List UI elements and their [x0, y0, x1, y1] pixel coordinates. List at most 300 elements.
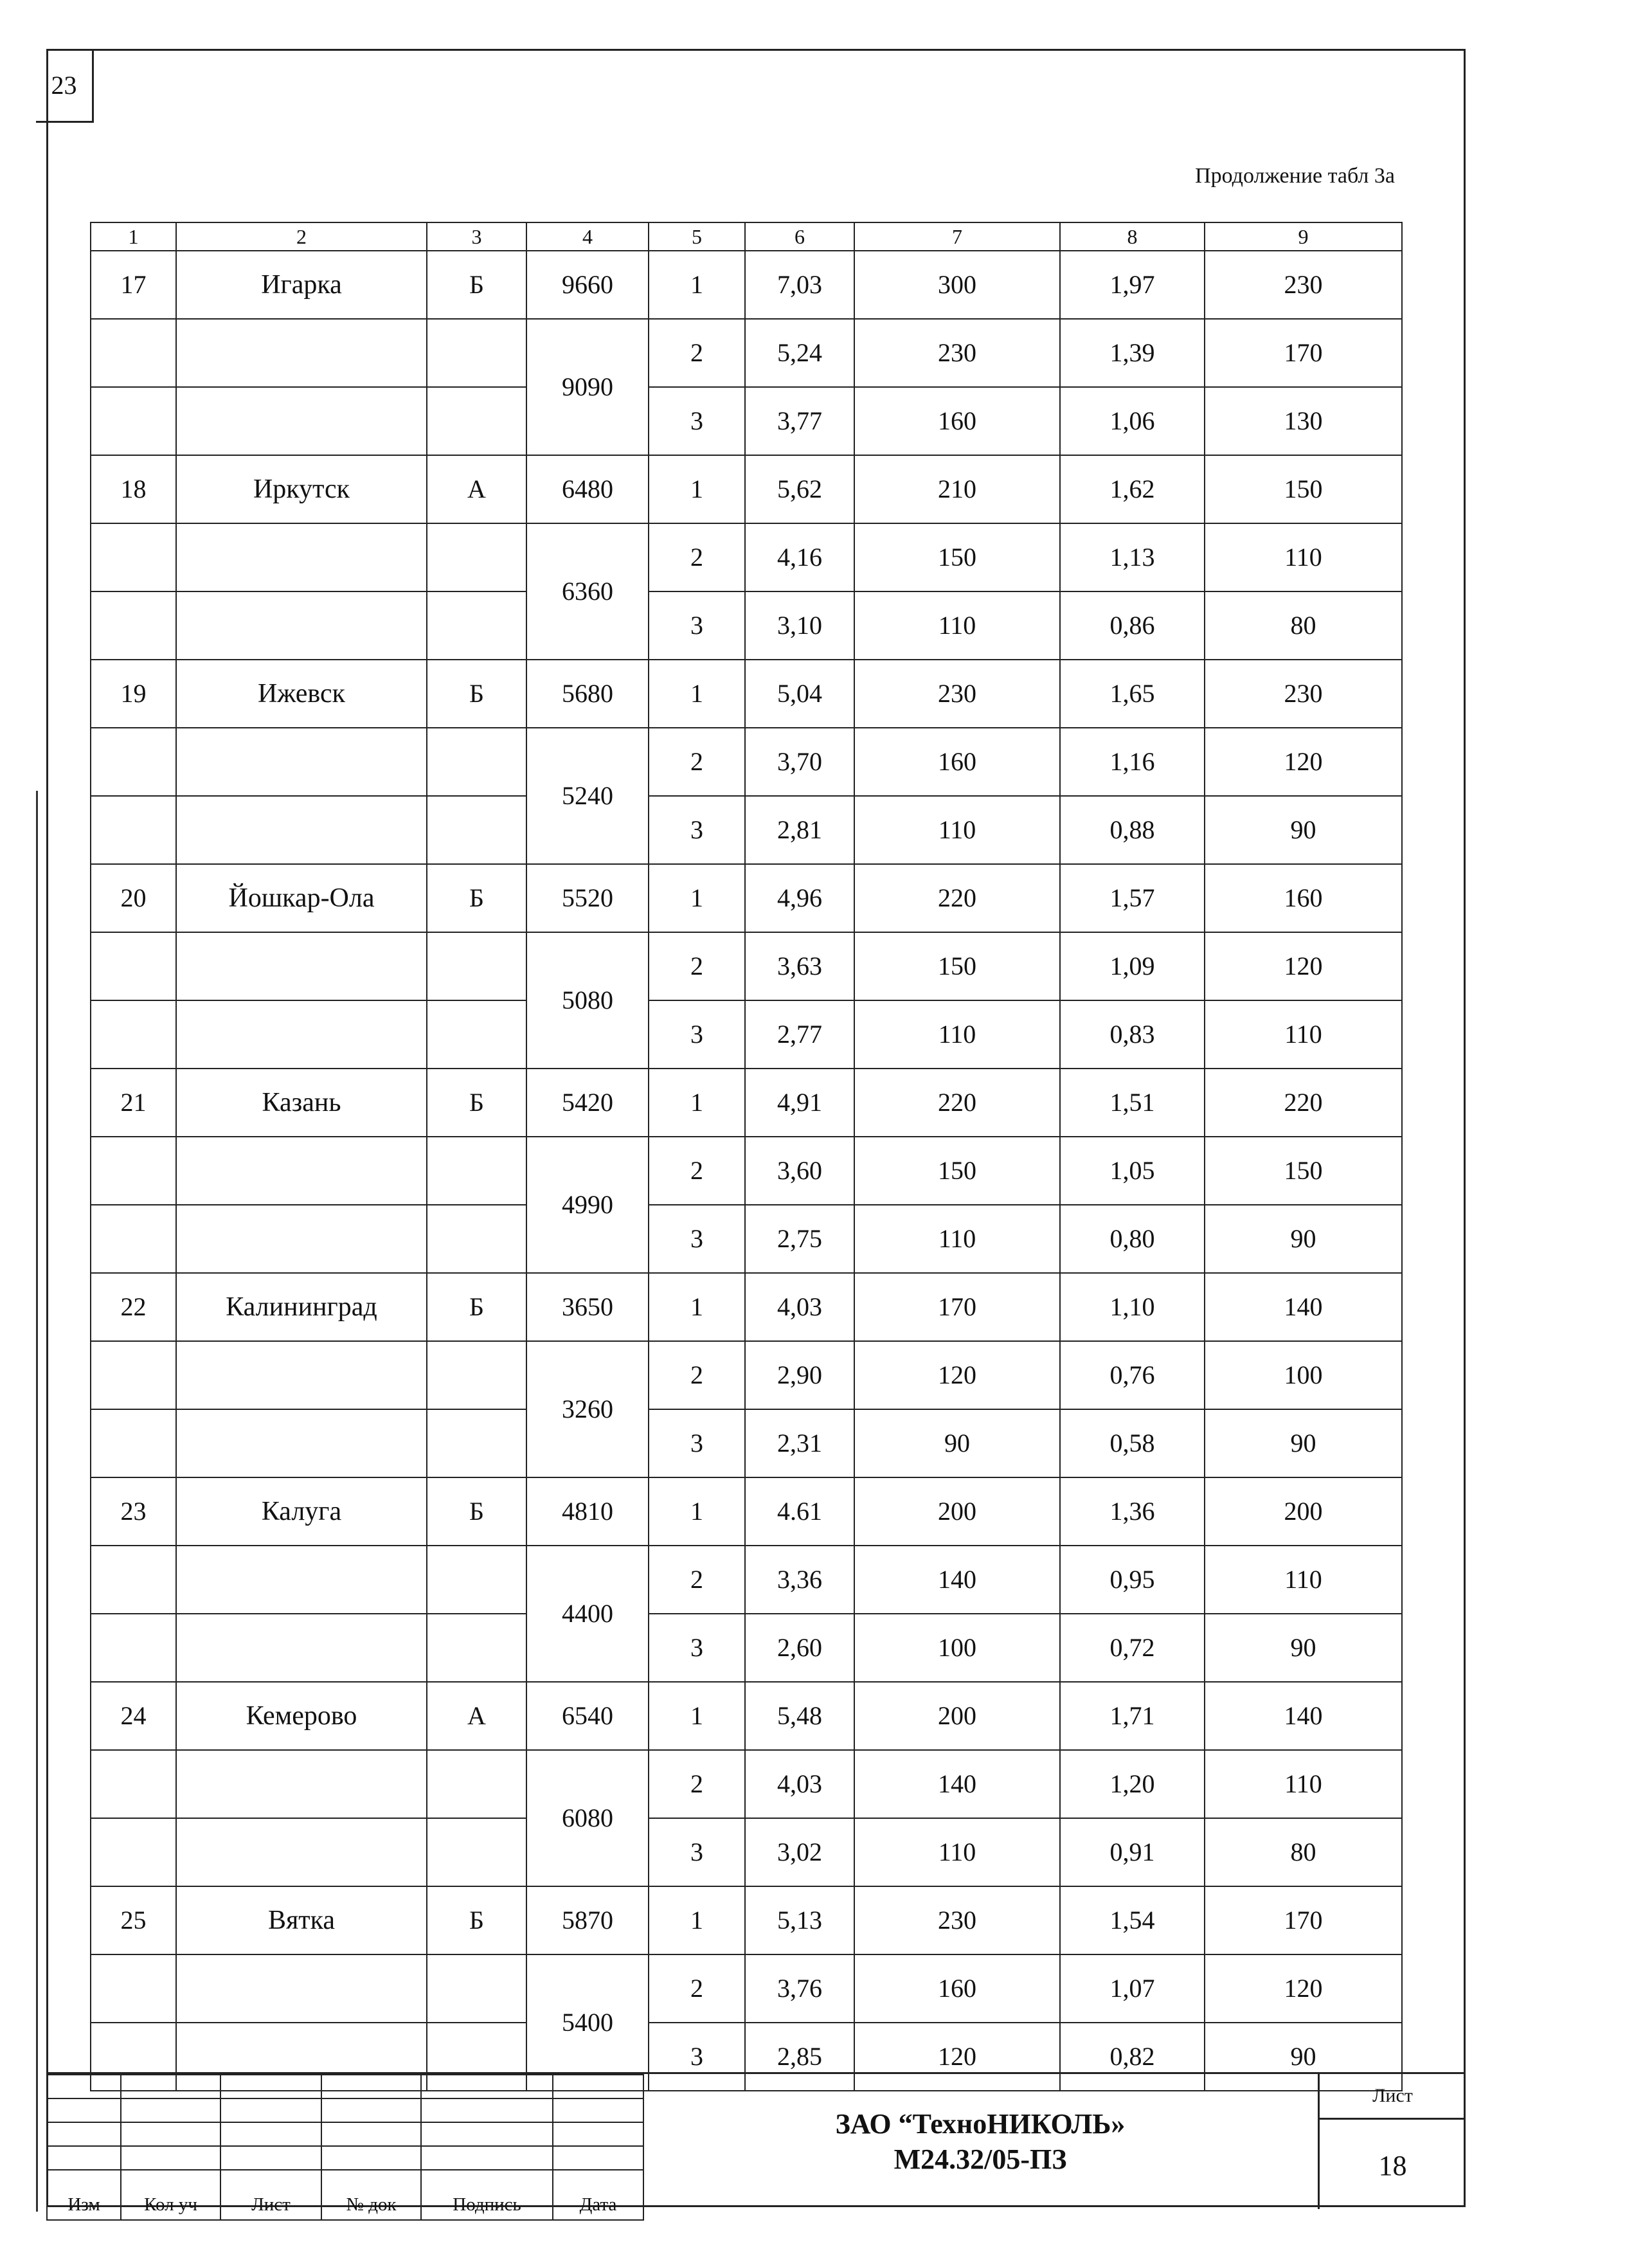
revision-cell: [553, 2146, 643, 2170]
value-cell: 150: [854, 932, 1060, 1000]
value-cell: 1: [649, 1886, 745, 1954]
value-cell: 1,20: [1060, 1750, 1205, 1818]
value-cell: 3,70: [745, 728, 854, 796]
value-cell: 2,60: [745, 1614, 854, 1682]
city-name: Вятка: [176, 1886, 427, 1954]
value-cell: 3: [649, 1205, 745, 1273]
value-col4: 6360: [526, 523, 649, 660]
revision-cell: [421, 2075, 553, 2098]
value-cell: 120: [854, 1341, 1060, 1409]
empty-cell: [176, 591, 427, 660]
value-cell: 1,51: [1060, 1069, 1205, 1137]
value-cell: 3,02: [745, 1818, 854, 1886]
value-col4: 3650: [526, 1273, 649, 1341]
value-cell: 5,24: [745, 319, 854, 387]
city-name: Кемерово: [176, 1682, 427, 1750]
column-header: 6: [745, 222, 854, 251]
value-cell: 2: [649, 1137, 745, 1205]
empty-cell: [176, 1341, 427, 1409]
value-col4: 6480: [526, 455, 649, 523]
empty-cell: [91, 1000, 176, 1069]
value-cell: 2: [649, 728, 745, 796]
row-number: 23: [91, 1477, 176, 1546]
value-cell: 230: [1205, 660, 1402, 728]
value-cell: 1,09: [1060, 932, 1205, 1000]
value-cell: 170: [1205, 1886, 1402, 1954]
value-cell: 3: [649, 387, 745, 455]
empty-cell: [176, 1954, 427, 2023]
header-row: [91, 222, 1402, 251]
value-cell: 0,80: [1060, 1205, 1205, 1273]
value-col4: 5680: [526, 660, 649, 728]
value-cell: 140: [1205, 1682, 1402, 1750]
value-col4: 4400: [526, 1546, 649, 1682]
value-cell: 1: [649, 864, 745, 932]
value-col4: 5420: [526, 1069, 649, 1137]
zone-cell: А: [427, 455, 526, 523]
value-cell: 1,05: [1060, 1137, 1205, 1205]
empty-cell: [176, 1000, 427, 1069]
document-code: М24.32/05-ПЗ: [893, 2143, 1067, 2175]
empty-cell: [427, 591, 526, 660]
value-cell: 2,85: [745, 2023, 854, 2091]
value-cell: 2: [649, 1341, 745, 1409]
revision-cell: [121, 2122, 220, 2146]
row-number: 22: [91, 1273, 176, 1341]
value-cell: 0,86: [1060, 591, 1205, 660]
revision-cell: [553, 2122, 643, 2146]
table-row: [91, 1069, 1402, 1137]
table-row: [91, 1205, 1402, 1273]
value-cell: 2,31: [745, 1409, 854, 1477]
empty-cell: [91, 1341, 176, 1409]
value-col4: 4990: [526, 1137, 649, 1273]
value-cell: 160: [854, 387, 1060, 455]
row-number: 20: [91, 864, 176, 932]
row-number: 25: [91, 1886, 176, 1954]
value-cell: 1,71: [1060, 1682, 1205, 1750]
value-cell: 4.61: [745, 1477, 854, 1546]
value-cell: 1,97: [1060, 251, 1205, 319]
table-row: [91, 387, 1402, 455]
empty-cell: [91, 1205, 176, 1273]
value-col4: 6080: [526, 1750, 649, 1886]
column-header: 2: [176, 222, 427, 251]
sheet-number: 18: [1378, 2149, 1407, 2181]
value-cell: 1,36: [1060, 1477, 1205, 1546]
value-col4: 5240: [526, 728, 649, 864]
empty-cell: [176, 728, 427, 796]
value-cell: 200: [1205, 1477, 1402, 1546]
value-cell: 3: [649, 1000, 745, 1069]
value-cell: 100: [854, 1614, 1060, 1682]
revision-cell: [553, 2075, 643, 2098]
revision-cell: [47, 2075, 121, 2098]
table-row: [91, 728, 1402, 796]
column-header: 3: [427, 222, 526, 251]
value-cell: 120: [1205, 1954, 1402, 2023]
document-title: [643, 2074, 1318, 2209]
value-cell: 1,16: [1060, 728, 1205, 796]
value-cell: 4,03: [745, 1750, 854, 1818]
empty-cell: [427, 319, 526, 387]
table-row: [91, 660, 1402, 728]
table-row: [91, 1682, 1402, 1750]
value-cell: 120: [1205, 932, 1402, 1000]
empty-cell: [427, 728, 526, 796]
value-cell: 2: [649, 1546, 745, 1614]
value-cell: 3: [649, 1614, 745, 1682]
value-cell: 210: [854, 455, 1060, 523]
table-row: [91, 932, 1402, 1000]
value-cell: 4,16: [745, 523, 854, 591]
value-col4: 5400: [526, 1954, 649, 2091]
value-cell: 0,95: [1060, 1546, 1205, 1614]
column-header: 4: [526, 222, 649, 251]
empty-cell: [176, 523, 427, 591]
value-cell: 90: [854, 1409, 1060, 1477]
empty-cell: [91, 591, 176, 660]
empty-cell: [176, 1546, 427, 1614]
value-cell: 140: [854, 1546, 1060, 1614]
value-cell: 2,90: [745, 1341, 854, 1409]
value-col4: 4810: [526, 1477, 649, 1546]
zone-cell: Б: [427, 1477, 526, 1546]
value-cell: 3,60: [745, 1137, 854, 1205]
value-cell: 110: [854, 1000, 1060, 1069]
value-cell: 3,76: [745, 1954, 854, 2023]
value-cell: 80: [1205, 591, 1402, 660]
value-cell: 200: [854, 1477, 1060, 1546]
city-name: Иркутск: [176, 455, 427, 523]
value-cell: 230: [854, 660, 1060, 728]
empty-cell: [427, 1205, 526, 1273]
empty-cell: [427, 1954, 526, 2023]
row-number: 24: [91, 1682, 176, 1750]
value-cell: 160: [854, 728, 1060, 796]
value-cell: 1,13: [1060, 523, 1205, 591]
empty-cell: [176, 1614, 427, 1682]
value-cell: 1: [649, 1682, 745, 1750]
revision-cell: [321, 2122, 421, 2146]
value-cell: 200: [854, 1682, 1060, 1750]
value-cell: 1,07: [1060, 1954, 1205, 2023]
empty-cell: [91, 1546, 176, 1614]
zone-cell: А: [427, 1682, 526, 1750]
revision-cell: [220, 2075, 321, 2098]
value-cell: 3,36: [745, 1546, 854, 1614]
value-cell: 1: [649, 455, 745, 523]
value-col4: 5080: [526, 932, 649, 1069]
revision-row: [47, 2146, 643, 2170]
value-cell: 300: [854, 251, 1060, 319]
empty-cell: [91, 728, 176, 796]
value-cell: 90: [1205, 796, 1402, 864]
row-number: 17: [91, 251, 176, 319]
revision-cell: [47, 2098, 121, 2122]
revision-cell: [321, 2146, 421, 2170]
empty-cell: [427, 1818, 526, 1886]
table-row: [91, 1273, 1402, 1341]
revision-cell: [321, 2075, 421, 2098]
table-row: [91, 1546, 1402, 1614]
city-name: Игарка: [176, 251, 427, 319]
value-col4: 9090: [526, 319, 649, 455]
value-cell: 90: [1205, 1205, 1402, 1273]
table-row: [91, 1614, 1402, 1682]
value-cell: 1: [649, 660, 745, 728]
value-cell: 230: [854, 319, 1060, 387]
row-number: 18: [91, 455, 176, 523]
empty-cell: [427, 932, 526, 1000]
empty-cell: [427, 1341, 526, 1409]
revision-label: Изм: [47, 2170, 121, 2220]
city-name: Казань: [176, 1069, 427, 1137]
revision-grid: [46, 2074, 644, 2221]
empty-cell: [427, 1750, 526, 1818]
column-header: 1: [91, 222, 176, 251]
table-row: [91, 251, 1402, 319]
value-cell: 3: [649, 796, 745, 864]
value-cell: 1,10: [1060, 1273, 1205, 1341]
value-cell: 1,06: [1060, 387, 1205, 455]
revision-row: [47, 2122, 643, 2146]
value-cell: 7,03: [745, 251, 854, 319]
value-cell: 110: [854, 591, 1060, 660]
value-cell: 110: [1205, 523, 1402, 591]
empty-cell: [91, 1137, 176, 1205]
table-row: [91, 796, 1402, 864]
value-cell: 3,10: [745, 591, 854, 660]
row-number: 21: [91, 1069, 176, 1137]
value-cell: 0,83: [1060, 1000, 1205, 1069]
value-cell: 120: [854, 2023, 1060, 2091]
value-cell: 2,81: [745, 796, 854, 864]
value-cell: 110: [1205, 1000, 1402, 1069]
value-cell: 150: [854, 1137, 1060, 1205]
value-cell: 0,72: [1060, 1614, 1205, 1682]
value-cell: 4,91: [745, 1069, 854, 1137]
value-cell: 3,63: [745, 932, 854, 1000]
value-cell: 0,76: [1060, 1341, 1205, 1409]
empty-cell: [176, 1205, 427, 1273]
row-number: 19: [91, 660, 176, 728]
value-cell: 170: [854, 1273, 1060, 1341]
table-row: [91, 1137, 1402, 1205]
table-row: [91, 864, 1402, 932]
table-row: [91, 1886, 1402, 1954]
revision-cell: [121, 2075, 220, 2098]
value-cell: 80: [1205, 1818, 1402, 1886]
value-cell: 2: [649, 1750, 745, 1818]
value-cell: 5,62: [745, 455, 854, 523]
revision-cell: [220, 2146, 321, 2170]
value-cell: 160: [1205, 864, 1402, 932]
value-cell: 2,77: [745, 1000, 854, 1069]
table-continuation-caption: Продолжение табл 3а: [1195, 164, 1395, 188]
revision-cell: [121, 2098, 220, 2122]
value-cell: 2: [649, 932, 745, 1000]
zone-cell: Б: [427, 251, 526, 319]
value-cell: 120: [1205, 728, 1402, 796]
empty-cell: [176, 796, 427, 864]
revision-label: Кол уч: [121, 2170, 220, 2220]
table-row: [91, 455, 1402, 523]
empty-cell: [427, 1614, 526, 1682]
value-col4: 6540: [526, 1682, 649, 1750]
zone-cell: Б: [427, 660, 526, 728]
revision-cell: [220, 2098, 321, 2122]
value-cell: 0,88: [1060, 796, 1205, 864]
city-name: Ижевск: [176, 660, 427, 728]
column-header: 9: [1205, 222, 1402, 251]
empty-cell: [91, 1954, 176, 2023]
value-cell: 2: [649, 1954, 745, 2023]
value-cell: 4,96: [745, 864, 854, 932]
value-cell: 160: [854, 1954, 1060, 2023]
value-col4: 5520: [526, 864, 649, 932]
revision-cell: [421, 2146, 553, 2170]
empty-cell: [427, 796, 526, 864]
title-block: [46, 2072, 1466, 2215]
value-col4: 9660: [526, 251, 649, 319]
empty-cell: [91, 1750, 176, 1818]
column-header: 5: [649, 222, 745, 251]
value-cell: 90: [1205, 1409, 1402, 1477]
value-cell: 5,48: [745, 1682, 854, 1750]
value-cell: 3: [649, 2023, 745, 2091]
revision-row: [47, 2098, 643, 2122]
table-row: [91, 1477, 1402, 1546]
table-row: [91, 1750, 1402, 1818]
value-cell: 170: [1205, 319, 1402, 387]
revision-labels-row: [47, 2170, 643, 2220]
value-cell: 1: [649, 1069, 745, 1137]
empty-cell: [176, 1137, 427, 1205]
revision-cell: [421, 2122, 553, 2146]
value-cell: 220: [854, 864, 1060, 932]
empty-cell: [91, 1409, 176, 1477]
value-col4: 3260: [526, 1341, 649, 1477]
empty-cell: [91, 387, 176, 455]
value-cell: 1,39: [1060, 319, 1205, 387]
value-cell: 90: [1205, 2023, 1402, 2091]
value-cell: 1,65: [1060, 660, 1205, 728]
empty-cell: [91, 1614, 176, 1682]
value-cell: 150: [1205, 455, 1402, 523]
empty-cell: [427, 1409, 526, 1477]
empty-cell: [427, 1137, 526, 1205]
revision-row: [47, 2075, 643, 2098]
value-cell: 5,13: [745, 1886, 854, 1954]
value-cell: 100: [1205, 1341, 1402, 1409]
empty-cell: [427, 1000, 526, 1069]
table-row: [91, 1341, 1402, 1409]
empty-cell: [91, 932, 176, 1000]
empty-cell: [91, 523, 176, 591]
revision-cell: [121, 2146, 220, 2170]
empty-cell: [176, 319, 427, 387]
value-cell: 0,58: [1060, 1409, 1205, 1477]
value-cell: 3: [649, 1409, 745, 1477]
value-cell: 110: [1205, 1546, 1402, 1614]
empty-cell: [427, 1546, 526, 1614]
value-cell: 110: [854, 796, 1060, 864]
value-cell: 0,91: [1060, 1818, 1205, 1886]
revision-cell: [220, 2122, 321, 2146]
value-cell: 220: [854, 1069, 1060, 1137]
table-row: [91, 1409, 1402, 1477]
empty-cell: [91, 319, 176, 387]
value-cell: 2,75: [745, 1205, 854, 1273]
zone-cell: Б: [427, 1069, 526, 1137]
value-cell: 140: [854, 1750, 1060, 1818]
city-name: Йошкар-Ола: [176, 864, 427, 932]
corner-page-number: 23: [36, 49, 94, 123]
empty-cell: [176, 387, 427, 455]
table-row: [91, 591, 1402, 660]
value-cell: 1,62: [1060, 455, 1205, 523]
empty-cell: [176, 1409, 427, 1477]
revision-label: Дата: [553, 2170, 643, 2220]
value-cell: 3,77: [745, 387, 854, 455]
value-cell: 1: [649, 251, 745, 319]
sheet-label: Лист: [1320, 2074, 1466, 2120]
value-cell: 110: [854, 1205, 1060, 1273]
revision-label: Подпись: [421, 2170, 553, 2220]
empty-cell: [427, 387, 526, 455]
table-row: [91, 1954, 1402, 2023]
empty-cell: [91, 1818, 176, 1886]
value-cell: 230: [1205, 251, 1402, 319]
value-col4: 5870: [526, 1886, 649, 1954]
table-row: [91, 523, 1402, 591]
value-cell: 1: [649, 1477, 745, 1546]
city-name: Калининград: [176, 1273, 427, 1341]
value-cell: 2: [649, 319, 745, 387]
table-row: [91, 1000, 1402, 1069]
table-row: [91, 1818, 1402, 1886]
value-cell: 150: [1205, 1137, 1402, 1205]
value-cell: 1,57: [1060, 864, 1205, 932]
value-cell: 110: [1205, 1750, 1402, 1818]
table-row: [91, 319, 1402, 387]
value-cell: 3: [649, 591, 745, 660]
value-cell: 1,54: [1060, 1886, 1205, 1954]
zone-cell: Б: [427, 1886, 526, 1954]
empty-cell: [176, 1818, 427, 1886]
value-cell: 1: [649, 1273, 745, 1341]
city-name: Калуга: [176, 1477, 427, 1546]
value-cell: 4,03: [745, 1273, 854, 1341]
value-cell: 2: [649, 523, 745, 591]
revision-cell: [421, 2098, 553, 2122]
zone-cell: Б: [427, 864, 526, 932]
data-table: [90, 222, 1403, 2091]
column-header: 8: [1060, 222, 1205, 251]
value-cell: 3: [649, 1818, 745, 1886]
company-name: ЗАО “ТехноНИКОЛЬ»: [835, 2108, 1126, 2140]
value-cell: 150: [854, 523, 1060, 591]
value-cell: 0,82: [1060, 2023, 1205, 2091]
left-margin-rule: [36, 791, 38, 2212]
zone-cell: Б: [427, 1273, 526, 1341]
value-cell: 230: [854, 1886, 1060, 1954]
column-header: 7: [854, 222, 1060, 251]
value-cell: 90: [1205, 1614, 1402, 1682]
revision-cell: [47, 2146, 121, 2170]
revision-cell: [321, 2098, 421, 2122]
